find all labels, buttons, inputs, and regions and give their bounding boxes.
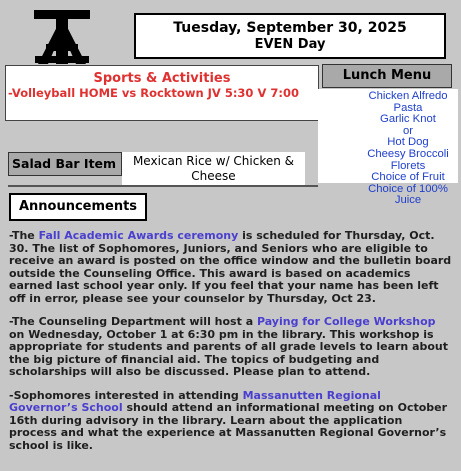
sports-event: -Volleyball HOME vs Rocktown JV 5:30 V 7:00	[8, 86, 299, 100]
lunch-menu-list	[318, 89, 458, 207]
lunch-item: or	[402, 124, 414, 137]
lunch-item: Garlic Knot	[380, 113, 436, 126]
announcement-link[interactable]: Massanutten Regional Governor’s School	[9, 388, 381, 414]
salad-bar-item: Mexican Rice w/ Chicken & Cheese	[122, 152, 305, 186]
announcement-text: -Sophomores interested in attending	[9, 388, 243, 402]
lunch-item: Hot Dog	[387, 136, 429, 149]
announcement-link[interactable]: Paying for College Workshop	[256, 315, 436, 328]
school-logo	[34, 10, 90, 64]
announcement-item	[9, 230, 453, 305]
section-divider	[8, 185, 318, 187]
announcements-body	[9, 230, 453, 463]
lunch-item: Cheesy Broccoli Florets	[367, 147, 449, 172]
announcement-item	[9, 390, 453, 453]
date-text: Tuesday, September 30, 2025	[173, 20, 407, 36]
sports-panel	[5, 65, 319, 121]
day-type-text: EVEN Day	[254, 37, 326, 52]
announcement-text: -The Counseling Department will host a	[9, 315, 257, 328]
lunch-menu-header: Lunch Menu	[322, 64, 452, 88]
announcement-link[interactable]: Fall Academic Awards ceremony	[38, 229, 239, 242]
sports-title: Sports & Activities	[93, 71, 231, 86]
lunch-item: Chicken Alfredo Pasta	[368, 90, 448, 114]
announcement-text: should attend an informational meeting on October 16th during advisory in the library. Learn about the application process and what the experience at Massanutten Regional Governor’s school is like.	[9, 401, 448, 452]
announcement-item	[9, 316, 453, 379]
announcement-text: on Wednesday, October 1 at 6:30 pm in the library. This workshop is appropriate for students and parents of all grade levels to learn about the big picture of financial aid. The topics of budgeting and scholarships will also be discussed. Please plan to attend.	[9, 327, 449, 378]
announcement-text: -The	[9, 229, 39, 242]
lunch-item: Choice of 100% Juice	[368, 182, 448, 207]
date-panel	[134, 13, 446, 59]
announcements-header: Announcements	[9, 193, 147, 221]
announcement-text: is scheduled for Thursday, Oct. 30. The list of Sophomores, Juniors, and Seniors who are eligible to receive an award is posted on the office window and the bulletin board outside the Counseling Office. This award is based on academics earned last school year only. If you feel that your name has been left off in error, please see your counselor by Thursday, Oct 23.	[9, 229, 452, 305]
lunch-item: Choice of Fruit	[371, 171, 445, 184]
salad-bar-label: Salad Bar Item	[8, 152, 122, 176]
